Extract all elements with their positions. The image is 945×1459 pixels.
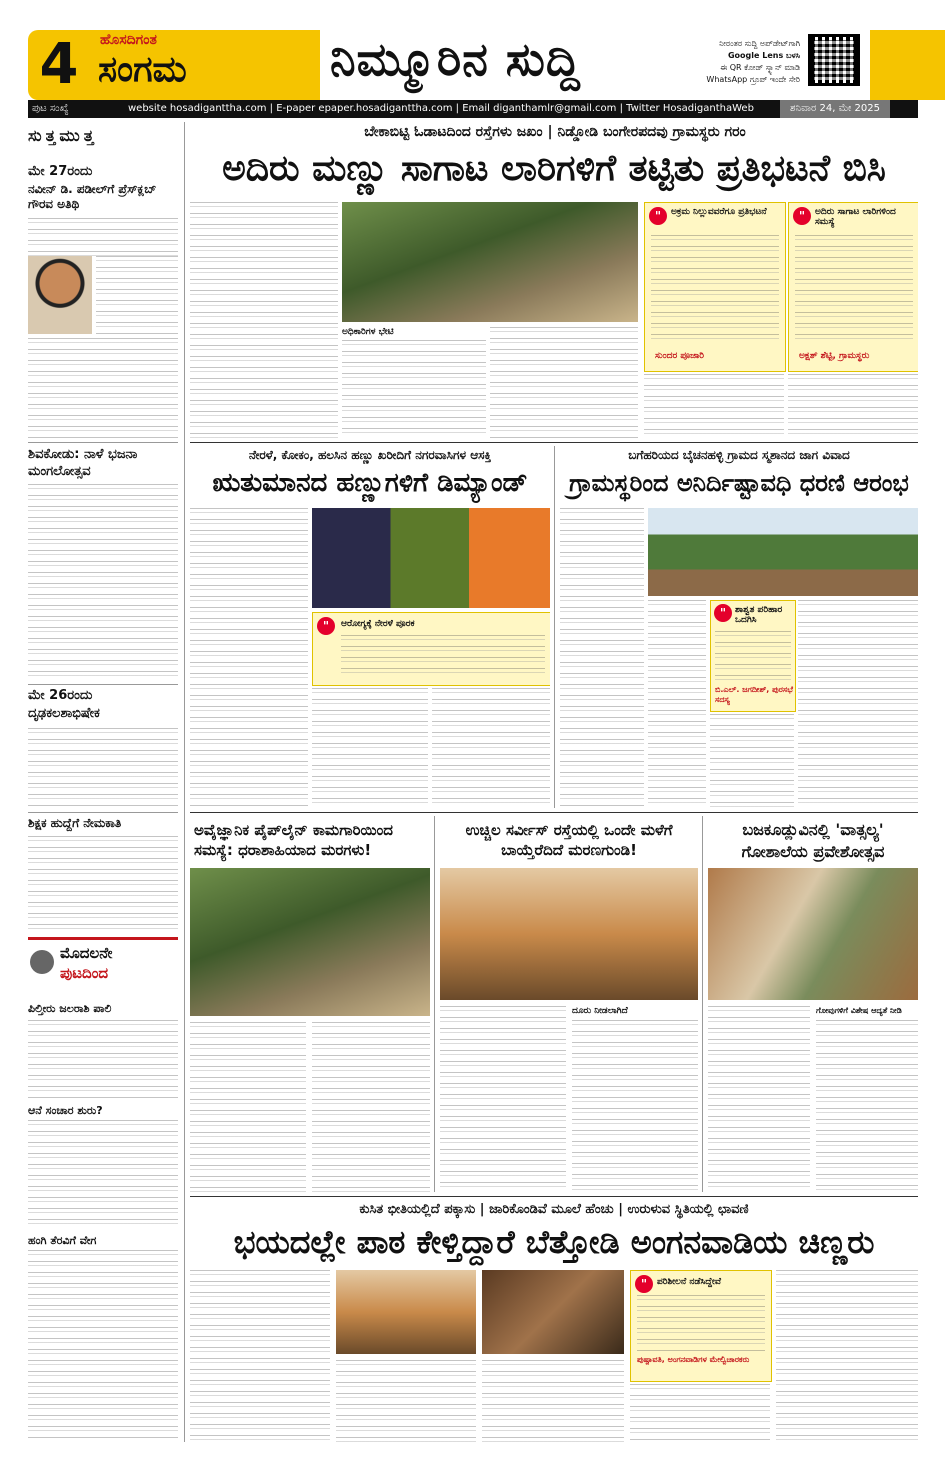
quote-title: ಅದಿರು ಸಾಗಾಟ ಲಾರಿಗಳಿಂದ ಸಮಸ್ಯೆ bbox=[815, 207, 896, 227]
article-body bbox=[788, 374, 918, 438]
qr-caption bbox=[690, 38, 800, 86]
article-body bbox=[630, 1384, 770, 1442]
quote-byline: ಸುಂದರ ಪೂಜಾರಿ bbox=[655, 351, 705, 361]
pencil-icon bbox=[30, 950, 54, 974]
story-headline: ಭಯದಲ್ಲೇ ಪಾಠ ಕೇಳ್ತಿದ್ದಾರೆ ಬೆತ್ತೋಡಿ ಅಂಗನವಾಡಿಯ ಚಿಣ್ಣರು bbox=[233, 1223, 875, 1261]
article-body bbox=[342, 340, 486, 438]
article-body bbox=[816, 1020, 918, 1192]
story-kicker: ನೇರಳೆ, ಕೋಕಂ, ಹಲಸಿನ ಹಣ್ಣು ಖರೀದಿಗೆ ನಗರವಾಸಿಗಳ ಆಸಕ್ತಿ bbox=[248, 448, 492, 462]
health-box-body bbox=[341, 635, 545, 679]
story-subhead: ದೂರು ನೀಡಲಾಗಿದೆ bbox=[572, 1006, 628, 1016]
sidebar-item-title: ಶಿಕ್ಷಕ ಹುದ್ದೆಗೆ ನೇಮಕಾತಿ bbox=[28, 816, 122, 830]
story-subhead: ಗೋವುಗಳಿಗೆ ವಿಶೇಷ ಆದ್ಯತೆ ನೀಡಿ bbox=[816, 1006, 902, 1015]
qr-line: WhatsApp ಗ್ರೂಪ್ ಇಂದೇ ಸೇರಿ bbox=[706, 75, 800, 84]
article-body bbox=[708, 1006, 810, 1192]
article-body bbox=[28, 836, 178, 932]
story-fruits bbox=[190, 446, 550, 808]
article-body bbox=[190, 508, 308, 808]
story-headline: ಉಚ್ಚಿಲ ಸರ್ವೀಸ್ ರಸ್ತೆಯಲ್ಲಿ ಒಂದೇ ಮಳೆಗೆ ಬಾಯ್ತೆರೆದಿದೆ ಮರಣಗುಂಡಿ! bbox=[465, 821, 673, 859]
quote-box bbox=[644, 202, 786, 372]
story-headline: ಗೋಶಾಲೆಯ ಪ್ರವೇಶೋತ್ಸವ bbox=[741, 842, 885, 861]
quote-icon: " bbox=[714, 604, 732, 622]
article-body bbox=[440, 1006, 566, 1192]
article-body bbox=[572, 1020, 698, 1192]
brand-small: ಹೊಸದಿಗಂತ bbox=[100, 32, 157, 48]
article-body bbox=[28, 728, 178, 808]
page-number: 4 bbox=[28, 30, 90, 100]
first-page-title: ಮೊದಲನೇ bbox=[60, 944, 113, 962]
story-headline: ಬಜಕೂಡ್ಲುವಿನಲ್ಲಿ 'ವಾತ್ಸಲ್ಯ' bbox=[742, 820, 884, 839]
quote-body bbox=[795, 235, 913, 345]
quote-body bbox=[637, 1295, 765, 1351]
quote-byline: ಬಿ.ಎಲ್. ಜಗದೀಶ್, ಪುರಸಭೆ ಸದಸ್ಯ bbox=[715, 685, 793, 704]
sidebar-item-date: ಮೇ 27ರಂದು bbox=[28, 164, 93, 179]
article-body bbox=[482, 1360, 624, 1442]
brand-name: ಸಂಗಮ bbox=[98, 48, 187, 90]
article-body bbox=[644, 374, 784, 438]
article-body bbox=[560, 508, 644, 808]
sidebar-subhead: ಹಂಗಿ ತೆರವಿಗೆ ವೇಗ bbox=[28, 1234, 97, 1247]
health-icon: " bbox=[317, 617, 335, 635]
quote-title: ಅಕ್ರಮ ನಿಲ್ಲುವವರೆಗೂ ಪ್ರತಿಭಟನೆ bbox=[671, 207, 767, 217]
article-body bbox=[28, 338, 178, 438]
article-body bbox=[96, 256, 178, 334]
article-body bbox=[710, 714, 794, 808]
article-body bbox=[432, 688, 550, 808]
fruit-photo bbox=[312, 508, 550, 608]
qr-line: ನೀರಂತರ ಸುದ್ದಿ ಅಪ್‌ಡೇಟ್‌ಗಾಗಿ bbox=[719, 39, 800, 48]
sidebar-item-date: ಮೇ 26ರಂದು bbox=[28, 688, 93, 703]
story-headline: ಅವೈಜ್ಞಾನಿಕ ಪೈಪ್‌ಲೈನ್ ಕಾಮಗಾರಿಯಿಂದ ಸಮಸ್ಯೆ: ಧರಾಶಾಹಿಯಾದ ಮರಗಳು! bbox=[194, 821, 393, 859]
quote-title: ಪರಿಶೀಲನೆ ನಡೆಸಿದ್ದೇವೆ bbox=[657, 1277, 721, 1287]
article-body bbox=[312, 688, 428, 808]
story-subhead: ಅಧಿಕಾರಿಗಳ ಭೇಟಿ bbox=[342, 327, 394, 337]
sidebar-subhead: ಆನೆ ಸಂಚಾರ ಶುರು? bbox=[28, 1104, 103, 1117]
info-bar bbox=[28, 100, 918, 118]
quote-body bbox=[651, 235, 779, 345]
story-pipeline bbox=[190, 816, 430, 1192]
sidebar-item-title: ದೃಢಕಲಶಾಭಿಷೇಕ bbox=[28, 706, 100, 721]
quote-icon: " bbox=[649, 207, 667, 225]
masthead bbox=[0, 0, 945, 100]
sidebar-header: ಸುತ್ತಮುತ್ತ bbox=[28, 126, 98, 145]
qr-pattern bbox=[814, 40, 854, 80]
road-pit-photo bbox=[440, 868, 698, 1000]
health-box-title: ಆರೋಗ್ಯಕ್ಕೆ ನೇರಳೆ ಪೂರಕ bbox=[341, 619, 415, 629]
article-body bbox=[28, 218, 178, 256]
story-goshala bbox=[708, 816, 918, 1192]
quote-byline: ಅಕ್ಷತ್ ಶೆಟ್ಟಿ, ಗ್ರಾಮಸ್ಥರು bbox=[799, 351, 870, 361]
first-page-header bbox=[28, 937, 178, 996]
sidebar-item-title: ನವೀನ್ ಡಿ. ಪಡೀಲ್‌ಗೆ ಪ್ರೆಸ್‌ಕ್ಲಬ್ ಗೌರವ ಅತಿಥಿ bbox=[28, 182, 157, 211]
sidebar bbox=[28, 122, 178, 1442]
qr-line: Google Lens ಬಳಸಿ bbox=[727, 51, 800, 60]
issue-date: ಶನಿವಾರ 24, ಮೇ 2025 bbox=[780, 100, 890, 118]
article-body bbox=[190, 1270, 330, 1442]
roof-photo bbox=[482, 1270, 624, 1354]
story-kicker: ಬಗೆಹರಿಯದ ಬೈಚನಹಳ್ಳಿ ಗ್ರಾಮದ ಸ್ಮಶಾನದ ಜಾಗ ವಿವಾದ bbox=[628, 448, 850, 462]
quote-box bbox=[788, 202, 918, 372]
quote-box bbox=[630, 1270, 772, 1382]
quote-title: ಶಾಶ್ವತ ಪರಿಹಾರ ಒದಗಿಸಿ bbox=[735, 605, 783, 625]
first-page-subtitle: ಪುಟದಿಂದ bbox=[60, 964, 109, 982]
quote-byline: ಪುಷ್ಪಾವತಿ, ಅಂಗನವಾಡಿಗಳ ಮೇಲ್ವಿಚಾರಕರು bbox=[637, 1355, 750, 1364]
quote-body bbox=[715, 631, 791, 683]
story-cemetery-protest bbox=[560, 446, 918, 808]
section-title: ನಿಮ್ಮೂರಿನ ಸುದ್ದಿ bbox=[330, 32, 581, 86]
sidebar-item-title: ಪಿಲ್ತೀರು ಜಲರಾಶಿ ಪಾಲಿ bbox=[28, 1002, 112, 1015]
story-kicker: ಕುಸಿತ ಭೀತಿಯಲ್ಲಿದೆ ಪಕ್ಕಾಸು | ಜಾರಿಕೊಂಡಿವೆ ಮೂಲೆ ಹೆಂಚು | ಉರುಳುವ ಸ್ಥಿತಿಯಲ್ಲಿ ಛಾವಣಿ bbox=[359, 1202, 749, 1217]
quote-icon: " bbox=[635, 1275, 653, 1293]
story-headline: ಋತುಮಾನದ ಹಣ್ಣುಗಳಿಗೆ ಡಿಮ್ಯಾಂಡ್ bbox=[212, 468, 528, 498]
article-body bbox=[28, 1250, 178, 1440]
portrait-photo bbox=[28, 256, 92, 334]
article-body bbox=[798, 600, 918, 808]
article-body bbox=[312, 1022, 430, 1192]
story-headline: ಅದಿರು ಮಣ್ಣು ಸಾಗಾಟ ಲಾರಿಗಳಿಗೆ ತಟ್ಟಿತು ಪ್ರತಿಭಟನೆ ಬಿಸಿ bbox=[222, 147, 886, 189]
article-body bbox=[336, 1360, 476, 1442]
story-kicker: ಬೇಕಾಬಿಟ್ಟಿ ಓಡಾಟದಿಂದ ರಸ್ತೆಗಳು ಜಖಂ | ನಿಡ್ಡೋಡಿ ಬಂಗೇರಪದವು ಗ್ರಾಮಸ್ಥರು ಗರಂ bbox=[364, 124, 746, 140]
contact-links[interactable]: website hosadiganttha.com | E-paper epaper.hosadiganttha.com | Email diganthamlr@gmail.com | Twitter HosadiganthaWeb bbox=[128, 103, 754, 114]
article-body bbox=[648, 600, 706, 808]
sidebar-item-title: ಶಿವಕೋಡು: ನಾಳೆ ಭಜನಾ ಮಂಗಲೋತ್ಸವ bbox=[28, 447, 138, 479]
dharna-photo bbox=[648, 508, 918, 596]
article-body bbox=[190, 202, 338, 438]
article-body bbox=[776, 1270, 918, 1442]
fallen-trees-photo bbox=[190, 868, 430, 1016]
story-anganwadi bbox=[190, 1200, 918, 1442]
article-body bbox=[28, 1020, 178, 1100]
article-body bbox=[28, 1120, 178, 1230]
quote-box bbox=[710, 600, 796, 712]
anganwadi-photo bbox=[336, 1270, 476, 1354]
story-headline: ಗ್ರಾಮಸ್ಥರಿಂದ ಅನಿರ್ದಿಷ್ಟಾವಧಿ ಧರಣಿ ಆರಂಭ bbox=[569, 468, 909, 497]
protest-photo bbox=[342, 202, 638, 322]
qr-line: ಈ QR ಕೋಡ್ ಸ್ಕ್ಯಾನ್ ಮಾಡಿ bbox=[720, 63, 800, 72]
health-box bbox=[312, 612, 550, 686]
story-service-road bbox=[440, 816, 698, 1192]
quote-icon: " bbox=[793, 207, 811, 225]
corner-band bbox=[870, 30, 945, 100]
story-lorry-protest bbox=[190, 122, 918, 440]
article-body bbox=[190, 1022, 306, 1192]
page-label: ಪುಟ ಸಂಖ್ಯೆ bbox=[32, 103, 69, 114]
goshala-photo bbox=[708, 868, 918, 1000]
article-body bbox=[490, 327, 638, 438]
article-body bbox=[28, 484, 178, 680]
